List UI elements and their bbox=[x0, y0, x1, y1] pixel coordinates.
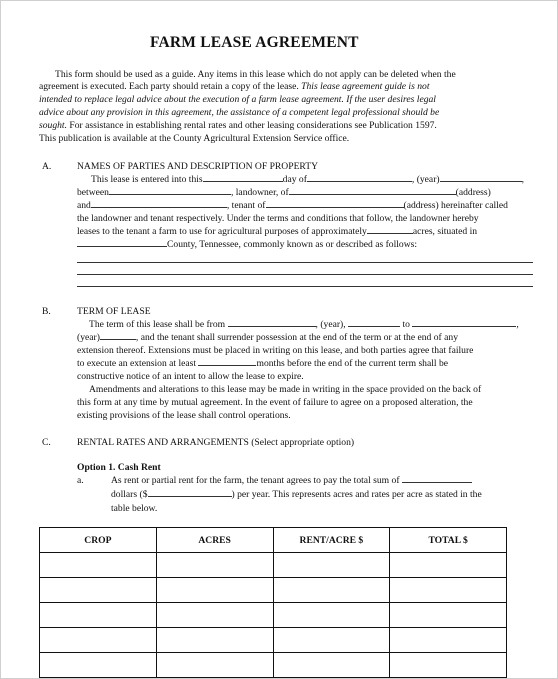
date-month-field[interactable] bbox=[307, 181, 412, 182]
acres-cell[interactable] bbox=[156, 578, 273, 603]
total-cell[interactable] bbox=[390, 578, 507, 603]
total-cell[interactable] bbox=[390, 653, 507, 678]
notice-months-field[interactable] bbox=[198, 365, 256, 366]
section-a-line-3: and , tenant of (address) hereinafter called bbox=[77, 200, 508, 211]
total-cell[interactable] bbox=[390, 553, 507, 578]
crop-cell[interactable] bbox=[40, 603, 157, 628]
section-c-heading: RENTAL RATES AND ARRANGEMENTS (Select appropriate option) bbox=[77, 437, 355, 448]
section-b-line-1: The term of this lease shall be from , (year), to , bbox=[89, 319, 519, 330]
section-b-line-5: constructive notice of an intent to allow the lease to expire. bbox=[77, 371, 304, 382]
landowner-name-field[interactable] bbox=[109, 194, 231, 195]
tenant-name-field[interactable] bbox=[91, 207, 227, 208]
section-b-heading: TERM OF LEASE bbox=[77, 306, 151, 317]
date-year-field[interactable] bbox=[440, 181, 522, 182]
rent-per-acre-cell[interactable] bbox=[273, 628, 390, 653]
table-row bbox=[40, 653, 507, 678]
section-a-letter: A. bbox=[42, 161, 52, 172]
acres-cell[interactable] bbox=[156, 653, 273, 678]
crop-cell[interactable] bbox=[40, 628, 157, 653]
crop-column-header: CROP bbox=[40, 528, 157, 553]
intro-line-3: intended to replace legal advice about the execution of a farm lease agreement. If the user desires legal bbox=[39, 94, 436, 105]
section-c-line-3: table below. bbox=[111, 503, 158, 514]
acres-cell[interactable] bbox=[156, 603, 273, 628]
intro-line-4: advice about any provision in this agreement, the assistance of a competent legal professional should be bbox=[39, 107, 440, 118]
rent-per-acre-cell[interactable] bbox=[273, 578, 390, 603]
acres-field[interactable] bbox=[367, 233, 413, 234]
section-b-line-7: this form at any time by mutual agreement. In the event of failure to agree on a proposed alteration, the bbox=[77, 397, 473, 408]
option-1-heading: Option 1. Cash Rent bbox=[77, 462, 161, 473]
term-start-field[interactable] bbox=[228, 326, 316, 327]
table-row bbox=[40, 628, 507, 653]
section-a-line-1: This lease is entered into this day of , (year) , bbox=[91, 174, 524, 185]
table-row bbox=[40, 578, 507, 603]
description-line-1[interactable] bbox=[77, 262, 533, 263]
rent-per-acre-cell[interactable] bbox=[273, 653, 390, 678]
section-b-line-3: extension thereof. Extensions must be placed in writing on this lease, and both parties agree that failure bbox=[77, 345, 474, 356]
table-row bbox=[40, 603, 507, 628]
intro-line-6: This publication is available at the County Agricultural Extension Service office. bbox=[39, 133, 350, 144]
intro-line-2: agreement is executed. Each party should retain a copy of the lease. This lease agreement guide is not bbox=[39, 81, 430, 92]
section-c-line-2: dollars ($ ) per year. This represents acres and rates per acre as stated in the bbox=[111, 489, 482, 500]
section-c-letter: C. bbox=[42, 437, 51, 448]
term-end-field[interactable] bbox=[412, 326, 516, 327]
description-line-3[interactable] bbox=[77, 286, 533, 287]
rent-per-acre-cell[interactable] bbox=[273, 553, 390, 578]
section-b-line-8: existing provisions of the lease shall control operations. bbox=[77, 410, 291, 421]
acres-column-header: ACRES bbox=[156, 528, 273, 553]
section-b-letter: B. bbox=[42, 306, 51, 317]
total-cell[interactable] bbox=[390, 603, 507, 628]
total-cell[interactable] bbox=[390, 628, 507, 653]
section-a-line-6: County, Tennessee, commonly known as or described as follows: bbox=[77, 239, 417, 251]
option-1-item-letter: a. bbox=[77, 475, 84, 486]
intro-line-5: sought. For assistance in establishing rental rates and other leasing considerations see Publication 1597. bbox=[39, 120, 437, 131]
acres-cell[interactable] bbox=[156, 628, 273, 653]
intro-line-1: This form should be used as a guide. Any items in this lease which do not apply can be deleted when the bbox=[55, 69, 456, 80]
section-b-line-6: Amendments and alterations to this lease may be made in writing in the space provided on the back of bbox=[89, 384, 482, 395]
rent-per-acre-column-header: RENT/ACRE $ bbox=[273, 528, 390, 553]
table-header-row bbox=[40, 528, 507, 553]
total-sum-words-field[interactable] bbox=[402, 482, 472, 483]
term-start-year-field[interactable] bbox=[348, 326, 400, 327]
section-a-line-2: between , landowner, of (address) bbox=[77, 187, 491, 198]
tenant-address-field[interactable] bbox=[266, 207, 404, 208]
landowner-address-field[interactable] bbox=[289, 194, 456, 195]
total-column-header: TOTAL $ bbox=[390, 528, 507, 553]
rent-per-acre-cell[interactable] bbox=[273, 603, 390, 628]
table-row bbox=[40, 553, 507, 578]
crop-cell[interactable] bbox=[40, 578, 157, 603]
description-line-2[interactable] bbox=[77, 274, 533, 275]
cash-rent-table bbox=[39, 527, 507, 678]
section-b-line-2: (year) , and the tenant shall surrender possession at the end of the term or at the end of any bbox=[77, 332, 458, 343]
section-a-line-4: the landowner and tenant respectively. Under the terms and conditions that follow, the landowner hereby bbox=[77, 213, 479, 224]
section-a-line-5: leases to the tenant a farm to use for agricultural purposes of approximately acres, situated in bbox=[77, 226, 478, 237]
term-end-year-field[interactable] bbox=[100, 339, 136, 340]
total-sum-amount-field[interactable] bbox=[148, 496, 232, 497]
section-b-line-4: to execute an extension at least months before the end of the current term shall be bbox=[77, 358, 449, 369]
crop-cell[interactable] bbox=[40, 653, 157, 678]
crop-cell[interactable] bbox=[40, 553, 157, 578]
section-c-line-1: As rent or partial rent for the farm, the tenant agrees to pay the total sum of bbox=[111, 475, 472, 487]
county-field[interactable] bbox=[77, 246, 167, 247]
section-a-heading: NAMES OF PARTIES AND DESCRIPTION OF PROPERTY bbox=[77, 161, 319, 172]
date-day-field[interactable] bbox=[203, 181, 283, 182]
acres-cell[interactable] bbox=[156, 553, 273, 578]
document-title: FARM LEASE AGREEMENT bbox=[150, 34, 359, 51]
